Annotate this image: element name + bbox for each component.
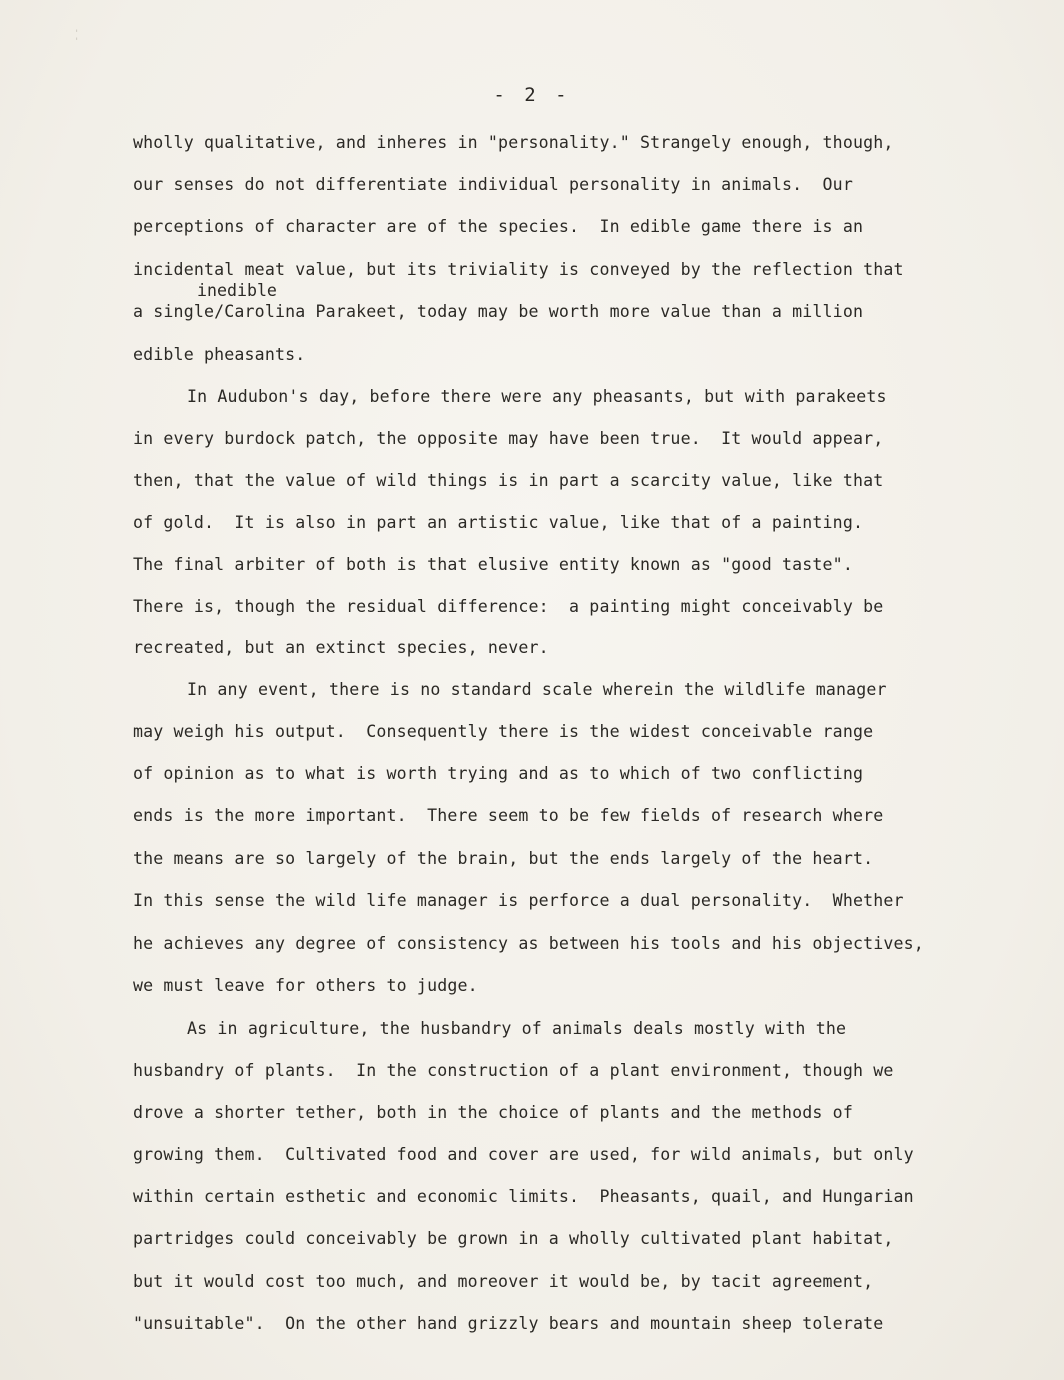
page-number: - 2 - [493, 84, 571, 106]
text-line: the means are so largely of the brain, but the ends largely of the heart. [133, 849, 874, 868]
text-line: within certain esthetic and economic limits. Pheasants, quail, and Hungarian [133, 1187, 914, 1206]
text-line: a single/Carolina Parakeet, today may be worth more value than a million [133, 302, 864, 321]
text-line: The final arbiter of both is that elusive entity known as "good taste". [133, 555, 853, 574]
text-line: then, that the value of wild things is in part a scarcity value, like that [133, 471, 884, 490]
text-line: but it would cost too much, and moreover it would be, by tacit agreement, [133, 1272, 874, 1291]
text-line: growing them. Cultivated food and cover are used, for wild animals, but only [133, 1145, 914, 1164]
text-line: edible pheasants. [133, 345, 306, 364]
paragraph-first-line: In Audubon's day, before there were any pheasants, but with parakeets [187, 387, 887, 406]
text-line: drove a shorter tether, both in the choice of plants and the methods of [133, 1103, 853, 1122]
paragraph-first-line: In any event, there is no standard scale wherein the wildlife manager [187, 680, 887, 699]
text-line: may weigh his output. Consequently there is the widest conceivable range [133, 722, 874, 741]
text-line: he achieves any degree of consistency as between his tools and his objectives, [133, 934, 924, 953]
text-line: we must leave for others to judge. [133, 976, 478, 995]
text-line: In this sense the wild life manager is perforce a dual personality. Whether [133, 891, 904, 910]
text-line: There is, though the residual difference: a painting might conceivably be [133, 597, 884, 616]
text-line: incidental meat value, but its triviality is conveyed by the reflection that [133, 260, 904, 279]
handwritten-insertion: inedible [197, 281, 277, 300]
text-line: our senses do not differentiate individual personality in animals. Our [133, 175, 853, 194]
text-line: recreated, but an extinct species, never. [133, 638, 549, 657]
text-line: of gold. It is also in part an artistic value, like that of a painting. [133, 513, 864, 532]
paragraph-first-line: As in agriculture, the husbandry of animals deals mostly with the [187, 1019, 847, 1038]
text-line: ends is the more important. There seem to be few fields of research where [133, 806, 884, 825]
text-line: wholly qualitative, and inheres in "personality." Strangely enough, though, [133, 133, 894, 152]
text-line: in every burdock patch, the opposite may have been true. It would appear, [133, 429, 884, 448]
paper-mark-icon: ' ' [74, 29, 80, 47]
text-line: perceptions of character are of the species. In edible game there is an [133, 217, 864, 236]
text-line: "unsuitable". On the other hand grizzly bears and mountain sheep tolerate [133, 1314, 884, 1333]
text-line: husbandry of plants. In the construction of a plant environment, though we [133, 1061, 894, 1080]
text-line: of opinion as to what is worth trying and as to which of two conflicting [133, 764, 864, 783]
text-line: partridges could conceivably be grown in a wholly cultivated plant habitat, [133, 1229, 894, 1248]
